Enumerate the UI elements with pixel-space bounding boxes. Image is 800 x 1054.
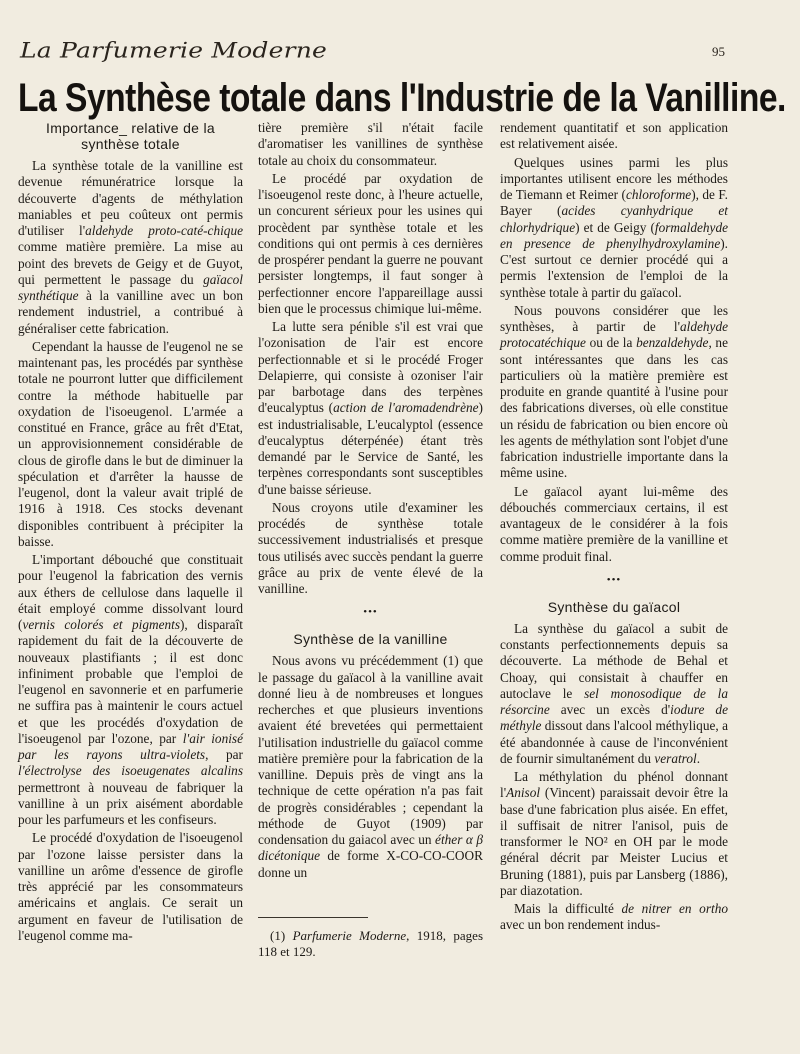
paragraph: Quelques usines parmi les plus importantes utilisent encore les méthodes de Tiemann et Reimer (chloroforme), de F. Bayer (acides cyanhydrique et chlorhydrique) et de Geigy (formaldehyde en presence de phenylhydroxylamine). C'est surtout ce dernier procédé qui a permis l'extension de l'emploi de la synthèse totale à partir du gaïacol. [500,154,729,300]
section-heading-line: synthèse totale [81,136,180,152]
paragraph: Le procédé d'oxydation de l'isoeugenol par l'ozone laisse persister dans la vanilline un arôme d'essence de girofle très apprécié par les consommateurs américains et anglais. Ce serait un argument en faveur de l'utilisation de l'eugenol comme ma- [18,830,243,943]
paragraph: L'important débouché que constituait pour l'eugenol la fabrication des vernis aux éthers de cellulose dans laquelle il était employé comme dissolvant lourd (vernis colorés et pigments), disparaît rapidement du fait de la découverte de nouveaux plastifiants ; il est donc infiniment probable que l'emploi de l'eugenol en savonnerie et en parfumerie ne suffira pas à maintenir le cours actuel et que les procédés d'oxydation de l'isoeugenol par l'ozone, par l'air ionisé par les rayons ultra-violets, par l'électrolyse des isoeugenates alcalins permettront à nouveau de fabriquer la vanilline à un prix aisément abordable pour les parfumeurs et les confiseurs. [18,552,243,827]
column-2 [258,120,483,960]
page-number: 95 [712,44,725,59]
paragraph: Nous croyons utile d'examiner les procédés de synthèse totale successivement industrialisés et presque tous utilisés avec succès pendant la guerre grâce au prix de vente élevé de la vanilline. [258,499,483,596]
paragraph: Le procédé par oxydation de l'isoeugenol reste donc, à l'heure actuelle, un concurent sérieux pour les usines qui procèdent par synthèse totale et les conditions qui ont permis à ces dernières de prospérer pendant la guerre ne pouvant persister longtemps, il faut songer à perfectionner encore l'appareillage aussi bien que le processus chimique lui-même. [258,170,483,316]
section-heading-importance [18,120,243,152]
article-headline: La Synthèse totale dans l'Industrie de la Vanilline. [18,76,786,120]
footnote: (1) Parfumerie Moderne, 1918, pages 118 et 129. [258,927,483,959]
paragraph: La synthèse totale de la vanilline est devenue rémunératrice lorsque la découverte d'agents de méthylation maniables et peu coûteux ont permis d'utiliser l'aldehyde proto-caté-chique comme matière première. La mise au point des brevets de Geigy et de Guyot, qui permettent le passage du gaïacol synthétique à la vanilline avec un bon rendement industriel, a contribué à généraliser cette fabrication. [18,158,243,336]
paragraph: Nous pouvons considérer que les synthèses, à partir de l'aldehyde protocatéchique ou de la benzaldehyde, ne sont intéressantes que dans les cas particuliers où la matière première est produite en grande quantité à l'usine pour des fabrications diverses, où elle constitue un résidu de fabrication ou bien encore où les agents de méthylation sont l'objet d'une fabrication industrielle importante dans la même usine. [500,302,728,481]
paragraph: Nous avons vu précédemment (1) que le passage du gaïacol à la vanilline avait donné lieu à de nombreuses et longues recherches et que plusieurs inventions avaient été brevetées qui permettaient l'utilisation industrielle du gaïacol comme matière première pour la fabrication de la vanilline. Depuis près de vingt ans la technique de cette opération n'a pas fait de progrès considérables ; cependant la méthode de Guyot (1909) par condensation du gaiacol avec un éther α β dicétonique de forme X-CO-CO-COOR donne un [258,653,483,880]
column-3 [500,120,728,934]
footnote-rule [258,917,368,918]
paragraph: rendement quantitatif et son application est relativement aisée. [500,120,728,152]
section-heading-vanilline: Synthèse de la vanilline [293,631,448,648]
paragraph: La lutte sera pénible s'il est vrai que l'ozonisation de l'air est encore perfectionnable et si le procédé Froger Delapierre, qui consiste à ozoniser l'air par barbotage dans des terpènes d'eucalyptus (action de l'aromadendrène) est industrialisable, L'eucalyptol (essence d'eucalyptus déterpénée) étant très demandé par le Service de Santé, les terpènes correspondants sont susceptibles d'une baisse sérieuse. [258,319,483,497]
paragraph: tière première s'il n'était facile d'aromatiser les vanillines de synthèse totale au choix du consommateur. [258,120,483,168]
section-heading-line: Importance_ relative de la [46,120,215,136]
paragraph: Mais la difficulté de nitrer en ortho avec un bon rendement indus- [500,901,728,933]
paragraph: Cependant la hausse de l'eugenol ne se maintenant pas, les procédés par synthèse totale ne pourront lutter que difficilement contre la méthode habituelle par oxydation de l'isoeugenol. L'armée a constitué en France, grâce au frêt d'Etat, un approvisionnement considérable de clous de girofle dans le but de diminuer la spéculation et d'arrêter la hausse de l'eugenol, dont la valeur avait triplé de 1916 à 1918. Ces stocks devenant disponibles contribuent à précipiter la baisse. [18,338,243,549]
journal-title: La Parfumerie Moderne [20,38,328,63]
section-ornament: ••• [606,573,622,586]
column-1 [18,120,243,944]
section-ornament: ••• [363,606,378,619]
section-heading-gaiacol: Synthèse du gaïacol [547,598,681,615]
running-head [20,38,725,68]
paragraph: Le gaïacol ayant lui-même des débouchés commerciaux certains, il est avantageux de le considérer à la fois comme matière première de la vanilline et comme produit final. [500,483,728,564]
paragraph: La méthylation du phénol donnant l'Anisol (Vincent) paraissait devoir être la base d'une fabrication plus aisée. En effet, il suffisait de nitrer l'anisol, puis de transformer le NO² en OH par le mode général décrit par Meister Lucius et Bruning (1881), puis par Lansberg (1886), par diazotation. [500,769,728,898]
paragraph: La synthèse du gaïacol a subit de constants perfectionnements depuis sa découverte. La méthode de Behal et Choay, qui consistait à chauffer en autoclave le sel monosodique de la résorcine avec un excès d'iodure de méthyle dissout dans l'alcool méthylique, a été abandonnée à cause de l'inconvénient de fournir simultanément du veratrol. [500,620,728,766]
